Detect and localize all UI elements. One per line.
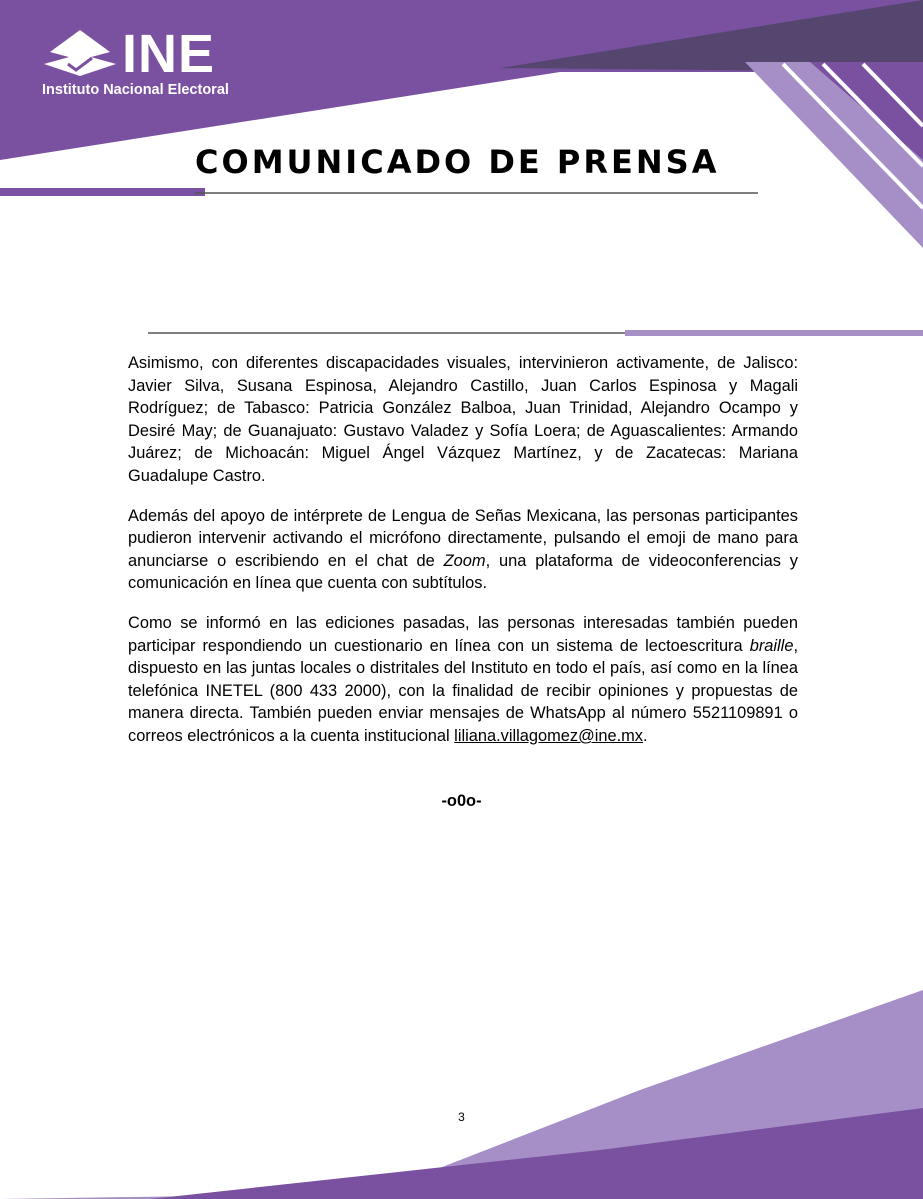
paragraph: Además del apoyo de intérprete de Lengua de Señas Mexicana, las personas participantes pudieron intervenir activando el micrófono directamente, pulsando el emoji de mano para anunciarse o escribiendo en el chat de Zoom, una plataforma de videoconferencias y comunicación en línea que cuenta con subtítulos. (128, 506, 798, 593)
ine-logo (40, 24, 280, 102)
ine-ballot-icon (40, 30, 120, 78)
page-number: 3 (458, 1110, 465, 1124)
logo-subtitle: Instituto Nacional Electoral (42, 82, 229, 98)
paragraph: Como se informó en las ediciones pasadas, las personas interesadas también pueden participar respondiendo un cuestionario en línea con un sistema de lectoescritura braille, dispuesto en las juntas locales o distritales del Instituto en todo el país, así como en la línea telefónica INETEL (800 433 2000), con la finalidad de recibir opiniones y propuestas de manera directa. También pueden enviar mensajes de WhatsApp al número 5521109891 o correos electrónicos a la cuenta institucional liliana.villagomez@ine.mx. (128, 613, 798, 745)
document-body (128, 352, 798, 765)
closing-mark: -o0o- (441, 792, 482, 810)
page-title: COMUNICADO DE PRENSA (195, 143, 720, 181)
paragraph: Asimismo, con diferentes discapacidades visuales, intervinieron activamente, de Jalisco: Javier Silva, Susana Espinosa, Alejandro Castillo, Juan Carlos Espinosa y Magali Rodríguez; de Tabasco: Patricia González Balboa, Juan Trinidad, Alejandro Ocampo y Desiré May; de Guanajuato: Gustavo Valadez y Sofía Loera; de Aguascalientes: Armando Juárez; de Michoacán: Miguel Ángel Vázquez Martínez, y de Zacatecas: Mariana Guadalupe Castro. (128, 354, 798, 485)
email-link[interactable]: liliana.villagomez@ine.mx (454, 726, 643, 745)
logo-wordmark: INE (122, 24, 216, 84)
